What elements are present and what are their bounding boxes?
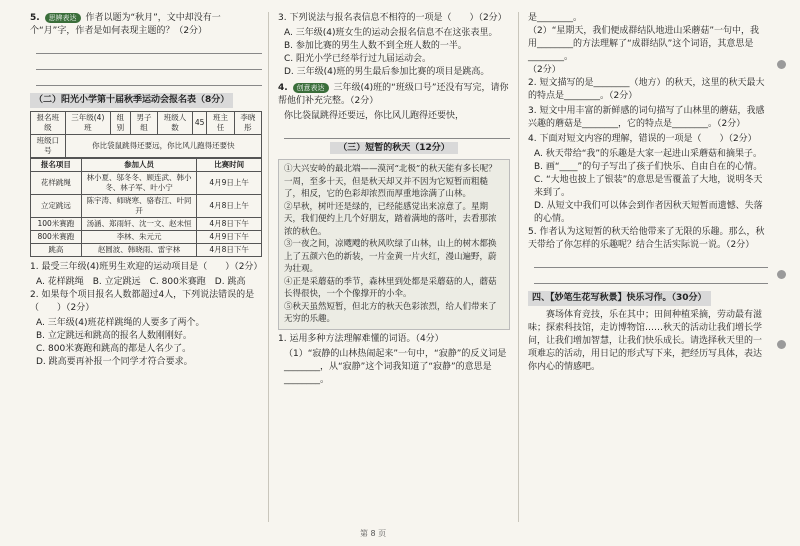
table-cell: 汤涵、郑雨轩、沈一文、赵未恒 <box>81 218 197 231</box>
paragraph: ④正是采蘑菇的季节，森林里到处都是采蘑菇的人，蘑菇长得很快，一个个像撑开的小伞。 <box>284 276 497 299</box>
column-divider <box>518 12 519 522</box>
story-title: （三）短暂的秋天（12分） <box>278 142 510 155</box>
section-title: （二）阳光小学第十届秋季运动会报名表（8分） <box>30 93 233 108</box>
story-passage <box>278 159 510 330</box>
registration-table-header <box>30 111 262 158</box>
question-1-sub[interactable]: （1）“寂静的山林热闹起来”一句中，“寂静”的反义词是________，从“寂静”这个词我知道了“寂静”的意思是________。 <box>284 348 507 385</box>
table-cell: 100米赛跑 <box>31 218 82 231</box>
table-cell: 李林、朱元元 <box>81 231 197 244</box>
question-number: 4. <box>278 83 288 93</box>
option-d[interactable]: D. 三年级(4)班的男生最后参加比赛的项目是跳高。 <box>284 67 490 77</box>
binding-hole-icon <box>777 60 786 69</box>
column-header: 比赛时间 <box>197 159 262 172</box>
table-cell: 班级口号 <box>31 135 66 158</box>
table-row <box>31 195 262 218</box>
section-title: 四、【妙笔生花写秋景】快乐习作。（30分） <box>528 291 711 306</box>
table-cell: 4月8日上午 <box>197 195 262 218</box>
table-row <box>31 244 262 257</box>
table-cell: 立定跳远 <box>31 195 82 218</box>
table-cell: 三年级(4)班 <box>65 112 110 135</box>
table-cell: 你比袋鼠跳得还要远，你比风儿跑得还要快 <box>65 135 261 158</box>
question-number: 5. <box>30 13 40 23</box>
option-d[interactable]: D. 跳高要再补报一个同学才符合要求。 <box>36 357 193 367</box>
table-cell: 陈宇涛、师晓寒、骆春江、叶同开 <box>81 195 197 218</box>
table-cell: 花样跳绳 <box>31 172 82 195</box>
option-c[interactable]: C. “大地也披上了银装”的意思是雪覆盖了大地，说明冬天来到了。 <box>534 175 763 198</box>
table-cell: 班主任 <box>207 112 234 135</box>
answer-line[interactable] <box>36 57 262 70</box>
column-header: 报名项目 <box>31 159 82 172</box>
page-number: 第 8 页 <box>360 529 387 538</box>
option-a[interactable]: A. 秋天带给“我”的乐趣是大家一起进山采蘑菇和摘果子。 <box>534 149 763 159</box>
table-cell: 45 <box>192 112 207 135</box>
score-label: （2分） <box>528 65 561 75</box>
paragraph: ②早秋，树叶还是绿的，已经能感觉出来凉意了。星期天，我们便约上几个好朋友，踏着满地的落叶，去看那浓浓的秋色。 <box>284 201 497 237</box>
table-cell: 班级人数 <box>158 112 193 135</box>
option-c[interactable]: C. 800米赛跑和跳高的都是人名少了。 <box>36 344 192 354</box>
table-cell: 报名班级 <box>31 112 66 135</box>
answer-continuation[interactable]: 是________。 <box>528 13 583 23</box>
table-cell: 4月8日下午 <box>197 218 262 231</box>
table-cell: 4月9日下午 <box>197 231 262 244</box>
option-c[interactable]: C. 阳光小学已经举行过九届运动会。 <box>284 54 432 64</box>
column-left <box>30 12 262 369</box>
binding-hole-icon <box>777 340 786 349</box>
table-cell: 4月8日下午 <box>197 244 262 257</box>
option-b[interactable]: B. 立定跳远和跳高的报名人数刚刚好。 <box>36 331 192 341</box>
table-cell: 李晓彤 <box>234 112 261 135</box>
question-1: 1. 最受三年级(4)班男生欢迎的运动项目是（ ）（2分） <box>30 262 263 272</box>
binding-hole-icon <box>777 270 786 279</box>
table-cell: 男子组 <box>130 112 157 135</box>
table-cell: 赵圆波、韩晓雨、雷宇林 <box>81 244 197 257</box>
column-header: 参加人员 <box>81 159 197 172</box>
table-cell: 林小夏、邬冬冬、顾连武、韩小冬、林子军、叶小宁 <box>81 172 197 195</box>
option-d[interactable]: D. 从短文中我们可以体会到作者因秋天短暂而遗憾、失落的心情。 <box>534 201 763 224</box>
skill-tag: 创意表达 <box>293 83 329 93</box>
question-4 <box>278 82 510 108</box>
question-4: 4. 下面对短文内容的理解，错误的一项是（ ）（2分） <box>528 134 757 144</box>
question-1-options[interactable]: A. 花样跳绳 B. 立定跳远 C. 800米赛跑 D. 跳高 <box>36 277 246 287</box>
column-divider <box>268 12 269 522</box>
paragraph: ⑤秋天虽然短暂，但北方的秋天色彩浓烈，给人们带来了无穷的乐趣。 <box>284 301 497 324</box>
answer-line[interactable] <box>534 255 768 268</box>
option-b[interactable]: B. 参加比赛的男生人数不到全班人数的一半。 <box>284 41 467 51</box>
question-2[interactable]: 2. 短文描写的是________（地方）的秋天，这里的秋天最大的特点是________。（2分） <box>528 78 765 101</box>
question-2: 2. 如果每个项目报名人数都超过4人，下列说法错误的是（ ）（2分） <box>30 290 255 313</box>
table-cell: 800米赛跑 <box>31 231 82 244</box>
table-cell: 跳高 <box>31 244 82 257</box>
answer-line[interactable] <box>36 41 262 54</box>
column-right <box>528 12 768 374</box>
question-3: 3. 下列说法与报名表信息不相符的一项是（ ）（2分） <box>278 13 507 23</box>
skill-tag: 思辨表达 <box>45 13 81 23</box>
table-row <box>31 218 262 231</box>
table-row <box>31 172 262 195</box>
registration-table <box>30 158 262 257</box>
answer-line[interactable] <box>534 271 768 284</box>
option-a[interactable]: A. 三年级(4)班花样跳绳的人要多了两个。 <box>36 318 205 328</box>
answer-line[interactable] <box>284 126 510 139</box>
answer-line[interactable] <box>36 73 262 86</box>
binding-holes <box>775 60 789 520</box>
table-row <box>31 231 262 244</box>
slogan-answer[interactable]: 你比袋鼠跳得还要远，你比风儿跑得还要快， <box>284 111 465 121</box>
option-a[interactable]: A. 三年级(4)班女生的运动会报名信息不在这张表里。 <box>284 28 498 38</box>
essay-prompt: 赛场体育竞技，乐在其中；田间种植采摘，劳动最有滋味；探索科技馆，走访博物馆……秋天的活动让我们增长学问，让我们增加智慧，让我们快乐成长。请选择秋天里的一项难忘的活动，用日记的形式写下来，把经历写具体，表达你内心的情感吧。 <box>528 310 763 372</box>
question-text: 作者以题为“秋月”，文中却没有一个“月”字，作者是如何表现主题的？（2分） <box>30 13 221 36</box>
question-1: 1. 运用多种方法理解难懂的词语。（4分） <box>278 333 444 344</box>
table-cell: 4月9日上午 <box>197 172 262 195</box>
question-text: 三年级(4)班的“班级口号”还没有写完，请你帮他们补充完整。（2分） <box>278 83 509 106</box>
question-5 <box>30 12 262 38</box>
paragraph: ③一夜之间，凉飕飕的秋风吹绿了山林，山上的树木都换上了五颜六色的新装，一片金黄一片火红，漫山遍野，蔚为壮观。 <box>284 239 497 274</box>
question-3[interactable]: 3. 短文中用丰富的新鲜感的词句描写了山林里的蘑菇，我感兴趣的蘑菇是________，它的特点是________。（2分） <box>528 106 765 129</box>
option-b[interactable]: B. 画“____”的句子写出了孩子们快乐、自由自在的心情。 <box>534 162 763 172</box>
question-1-sub-2[interactable]: （2）“星期天，我们便成群结队地进山采蘑菇”一句中，我用________的方法理解了“成群结队”这个词语，其意思是________。 <box>528 26 760 62</box>
paragraph: ①大兴安岭的最北端——漠河“北极”的秋天能有多长呢？一周，至多十天，但是秋天却又并不因为它短暂而粗糙了，相反，它的色彩却浓烈而厚重地涂满了山林。 <box>284 164 497 199</box>
question-5: 5. 作者认为这短暂的秋天给他带来了无限的乐趣。那么，秋天带给了你怎样的乐趣呢？结合生活实际说一说。（2分） <box>528 227 765 250</box>
table-cell: 组别 <box>110 112 130 135</box>
column-middle <box>278 12 510 387</box>
